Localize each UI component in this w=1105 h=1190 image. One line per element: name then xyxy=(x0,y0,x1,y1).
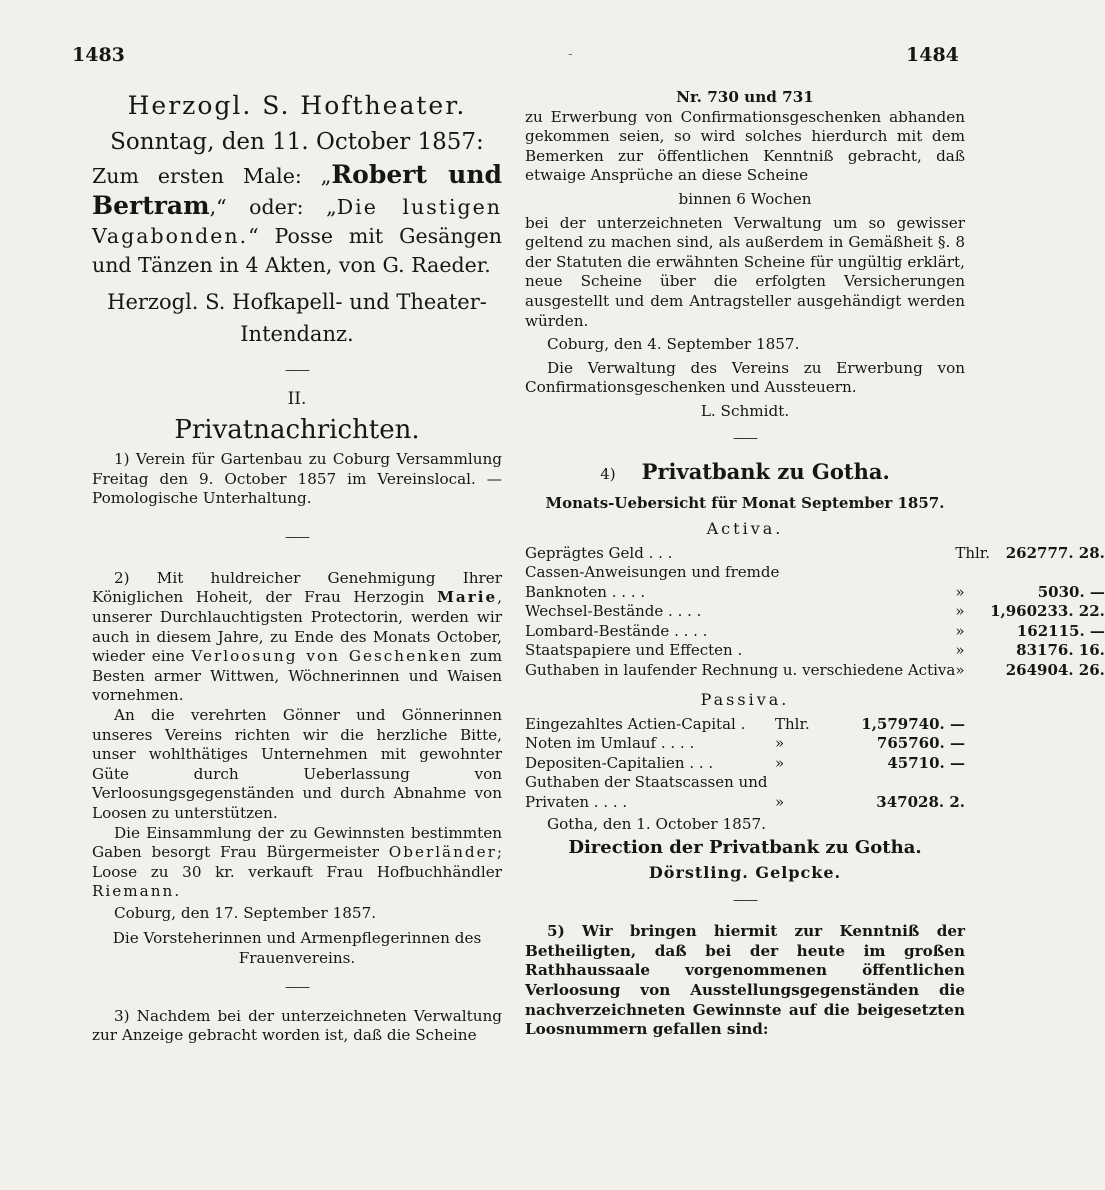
left-column xyxy=(92,88,502,1046)
ledger-row xyxy=(525,622,1105,642)
ledger-amount xyxy=(990,563,1105,583)
ledger-currency: » xyxy=(955,582,965,601)
ledger-row xyxy=(525,773,965,793)
ledger-row xyxy=(525,754,965,774)
ledger-currency xyxy=(775,773,815,793)
ledger-amount: 1,579740. — xyxy=(861,714,965,733)
theater-signature-line2: Intendanz. xyxy=(240,322,354,346)
notice-3-deadline: binnen 6 Wochen xyxy=(678,189,812,208)
theater-date: Sonntag, den 11. October 1857: xyxy=(110,129,484,155)
ledger-currency: » xyxy=(775,793,785,812)
ledger-amount: 765760. — xyxy=(876,734,965,753)
theater-title: Herzogl. S. Hoftheater. xyxy=(127,91,467,120)
ledger-row xyxy=(525,734,965,754)
ledger-amount: 1,960233. 22. xyxy=(990,602,1105,621)
play-title: Robert und Bertram xyxy=(92,160,503,220)
ledger-label: Staatspapiere und Effecten . xyxy=(525,641,743,660)
ledger-row xyxy=(525,583,1105,603)
ledger-label: Guthaben der Staatscassen und xyxy=(525,773,768,792)
ledger-label: Lombard-Bestände . . . . xyxy=(525,621,708,640)
bank-date: Gotha, den 1. October 1857. xyxy=(547,814,766,833)
notice-3-continued: zu Erwerbung von Confirmationsgeschenken abhanden gekommen seien, so wird solches hierdurch mit dem Bemerken zur öffentlichen Kenntniß gebracht, daß etwaige Ansprüche an diese Scheine xyxy=(525,107,965,185)
ledger-label: Banknoten . . . . xyxy=(525,582,646,601)
ledger-label: Geprägtes Geld . . . xyxy=(525,543,673,562)
ledger-label: Depositen-Capitalien . . . xyxy=(525,753,714,772)
right-column xyxy=(525,88,1105,1040)
notice-3-organization: Die Verwaltung des Vereins zu Erwerbung von Confirmationsgeschenken und Aussteuern. xyxy=(525,358,965,397)
bank-subtitle: Monats-Uebersicht für Monat September 1857. xyxy=(545,493,945,512)
ledger-amount: 264904. 26. xyxy=(1005,661,1105,680)
notice-2-para1: 2) Mit huldreicher Genehmigung Ihrer Königlichen Hoheit, der Frau Herzogin Marie, unserer Durchlauchtigsten Protectorin, werden wir auch in diesem Jahre, zu Ende des Monats October, wieder eine Verloosung von Geschenken zum Besten armer Wittwen, Wöchnerinnen und Waisen vornehmen. xyxy=(92,568,503,705)
notice-3-date: Coburg, den 4. September 1857. xyxy=(547,335,800,354)
separator: —— xyxy=(733,430,757,446)
ledger-currency: » xyxy=(955,602,965,621)
bank-signatories: Dörstling. Gelpcke. xyxy=(648,863,842,883)
passiva-table xyxy=(525,715,965,813)
ledger-amount: 162115. — xyxy=(1016,621,1105,640)
ledger-label: Wechsel-Bestände . . . . xyxy=(525,602,702,621)
notice-2-para2: An die verehrten Gönner und Gönnerinnen unseres Vereins richten wir die herzliche Bitte, unser wohlthätiges Unternehmen mit gewohnter Güte durch Ueberlassung von Verloosungsgegenständen und durch Abnahme von Loosen zu unterstützen. xyxy=(92,705,502,822)
separator: —— xyxy=(285,363,309,378)
notice-2-date: Coburg, den 17. September 1857. xyxy=(114,903,377,922)
ledger-amount xyxy=(815,773,965,793)
notice-5: 5) Wir bringen hiermit zur Kenntniß der Betheiligten, daß bei der heute im großen Rathhaussaale vorgenommenen öffentlichen Verloosung von Ausstellungsgegenständen die nachverzeichneten Gewinnste auf die beigesetzten Loosnummern gefallen sind: xyxy=(525,922,965,1039)
ledger-row xyxy=(525,563,1105,583)
notice-2-para3: Die Einsammlung der zu Gewinnsten bestimmten Gaben besorgt Frau Bürgermeister Oberländer; Loose zu 30 kr. verkauft Frau Hofbuchhändler Riemann. xyxy=(92,823,502,901)
ledger-currency: » xyxy=(775,753,785,772)
page-number-left: 1483 xyxy=(72,44,125,66)
activa-label: Activa. xyxy=(706,518,784,538)
ledger-currency: » xyxy=(955,661,965,680)
theater-announcement: Zum ersten Male: „Robert und Bertram,“ oder: „Die lustigen Vagabonden.“ Posse mit Gesängen und Tänzen in 4 Akten, von G. Raeder. xyxy=(92,160,503,277)
ledger-label: Cassen-Anweisungen und fremde xyxy=(525,563,780,582)
notice-1: 1) Verein für Gartenbau zu Coburg Versammlung Freitag den 9. October 1857 im Vereinslocal. — Pomologische Unterhaltung. xyxy=(92,450,502,508)
ledger-row xyxy=(525,641,1105,661)
section-number: II. xyxy=(287,389,307,409)
separator: —— xyxy=(733,893,757,909)
notice-2-signature: Die Vorsteherinnen und Armenpflegerinnen des Frauenvereins. xyxy=(112,929,482,968)
ledger-row xyxy=(525,661,1105,681)
play-subtitle: Die lustigen Vagabonden. xyxy=(92,195,502,248)
bank-heading: 4) Privatbank zu Gotha. xyxy=(600,458,890,484)
ledger-currency: Thlr. xyxy=(955,543,991,562)
ledger-currency: » xyxy=(955,641,965,660)
separator: —— xyxy=(285,979,309,995)
ledger-label: Privaten . . . . xyxy=(525,793,628,812)
ledger-label: Eingezahltes Actien-Capital . xyxy=(525,714,746,733)
ledger-amount: 5030. — xyxy=(1037,582,1105,601)
notice-3-numbers: Nr. 730 und 731 xyxy=(676,88,814,106)
ledger-label: Guthaben in laufender Rechnung u. verschiedene Activa xyxy=(525,661,956,680)
bank-direction: Direction der Privatbank zu Gotha. xyxy=(568,837,922,859)
notice-3-continued-2: bei der unterzeichneten Verwaltung um so gewisser geltend zu machen sind, als außerdem in Gemäßheit §. 8 der Statuten die erwähnten Scheine für ungültig erklärt, neue Scheine über die erfolgten Versicherungen ausgestellt und dem Antragsteller ausgehändigt werden würden. xyxy=(525,213,965,330)
ledger-currency: » xyxy=(775,734,785,753)
notice-3-signature: L. Schmidt. xyxy=(700,401,790,420)
separator: —— xyxy=(285,529,309,545)
bank-title: Privatbank zu Gotha. xyxy=(641,458,890,484)
ledger-row xyxy=(525,544,1105,564)
ledger-amount: 83176. 16. xyxy=(1016,641,1105,660)
ledger-row xyxy=(525,715,965,735)
ledger-currency: » xyxy=(955,621,965,640)
name-marie: Marie xyxy=(437,588,498,607)
passiva-label: Passiva. xyxy=(700,689,790,709)
activa-table xyxy=(525,544,1105,681)
ledger-currency: Thlr. xyxy=(775,714,810,733)
theater-signature-line1: Herzogl. S. Hofkapell- und Theater- xyxy=(107,290,487,314)
section-title: Privatnachrichten. xyxy=(174,415,420,445)
ledger-amount: 45710. — xyxy=(887,753,965,772)
ledger-row xyxy=(525,602,1105,622)
ledger-amount: 262777. 28. xyxy=(1005,543,1105,562)
notice-3-start: 3) Nachdem bei der unterzeichneten Verwaltung zur Anzeige gebracht worden ist, daß die Scheine xyxy=(92,1006,502,1045)
ledger-currency xyxy=(955,563,990,583)
header-dash: - xyxy=(568,46,573,62)
ledger-label: Noten im Umlauf . . . . xyxy=(525,734,695,753)
page-number-right: 1484 xyxy=(906,44,959,66)
ledger-row xyxy=(525,793,965,813)
ledger-amount: 347028. 2. xyxy=(876,793,965,812)
